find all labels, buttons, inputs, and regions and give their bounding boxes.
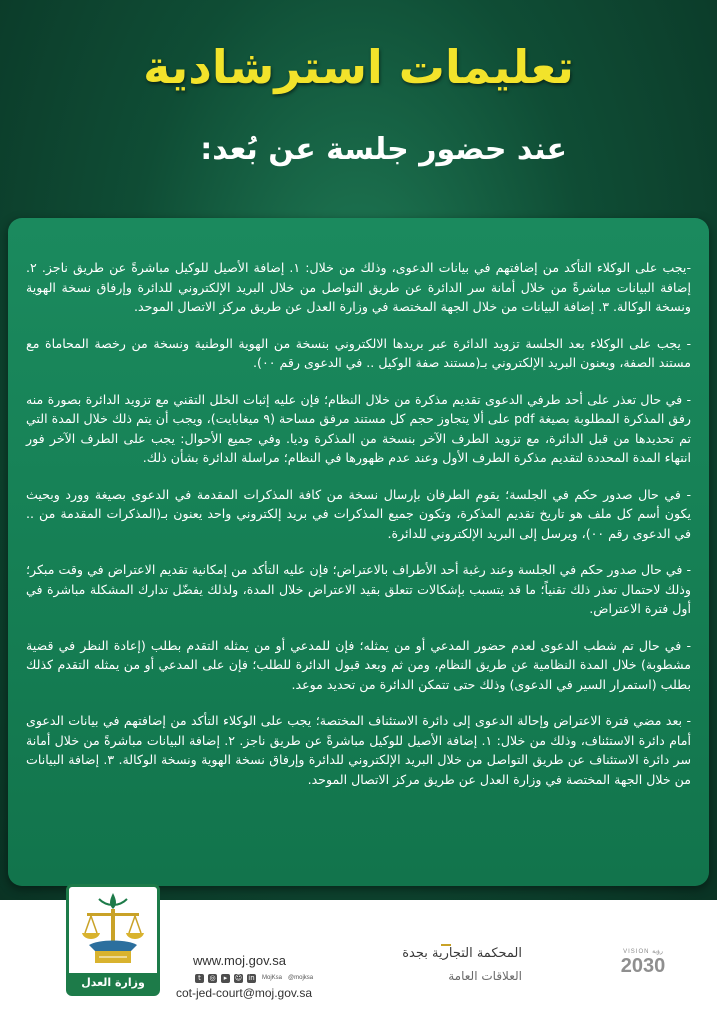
snapchat-icon[interactable]: ☺ (234, 973, 243, 982)
instructions-card (8, 218, 709, 886)
page-title: تعليمات استرشادية (143, 40, 574, 94)
court-block (332, 946, 522, 983)
social-icons (195, 972, 313, 984)
social-handle: MojKsa (262, 975, 283, 981)
vision-year: 2030 (620, 955, 666, 977)
scales-emblem-icon (69, 887, 157, 973)
instruction-paragraph: - بعد مضي فترة الاعتراض وإحالة الدعوى إلى دائرة الاستئناف المختصة؛ يجب على الوكلاء التأكد من إضافتهم في بيانات الدعوى أمام دائرة الاستئناف، وذلك من خلال: ١. إضافة الأصيل للوكيل مباشرةً عن طريق ناجز. ٢. إضافة البيانات مباشرةً من خلال أمانة سر دائرة الاستئناف عن طريق التواصل من خلال البريد الإلكتروني للدائرة وإرفاق نسخة الهوية ونسخة الوكالة. ٣. إضافة البيانات من خلال الجهة المختصة في وزارة العدل عن طريق مركز الاتصال الموحد. (26, 713, 691, 787)
website-link[interactable]: www.moj.gov.sa (193, 953, 286, 968)
logo-label: وزارة العدل (69, 973, 157, 993)
linkedin-icon[interactable]: in (248, 973, 255, 982)
court-name: المحكمة التجارية بجدة (402, 946, 522, 961)
ministry-logo (66, 884, 160, 996)
youtube-icon[interactable]: ▸ (221, 974, 230, 983)
instruction-paragraph: -يجب على الوكلاء التأكد من إضافتهم في بيانات الدعوى، وذلك من خلال: ١. إضافة الأصيل للوكيل مباشرةً عن طريق ناجز. ٢. إضافة البيانات مباشرةً من خلال أمانة سر الدائرة عن طريق التواصل من خلال البريد الإلكتروني للدائرة وإرفاق نسخة الهوية ونسخة الوكالة. ٣. إضافة البيانات من خلال الجهة المختصة في وزارة العدل عن طريق مركز الاتصال الموحد. (26, 260, 691, 314)
instruction-paragraph: - في حال صدور حكم في الجلسة؛ يقوم الطرفان بإرسال نسخة من كافة المذكرات المقدمة في الدعوى بصيغة وورد وبحيث يكون أسم كل ملف هو تاريخ تقديم المذكرة، وتكون جميع المذكرات في بريد إلكتروني واحد يعنون بـ(المذكرات المقدمة من .. في الدعوى رقم ٠٠)، ويرسل إلى البريد الإلكتروني للدائرة. (26, 486, 691, 541)
email-link[interactable]: cot-jed-court@moj.gov.sa (176, 986, 313, 1000)
court-department: العلاقات العامة (448, 969, 522, 983)
instruction-paragraph: - يجب على الوكلاء بعد الجلسة تزويد الدائرة عبر بريدها الالكتروني بنسخة من الهوية الوطنية ونسخة من رخصة المحاماة مع مستند الصفة، ويعنون البريد الإلكتروني بـ(مستند صفة الوكيل .. في الدعوى رقم ٠٠). (26, 335, 691, 370)
social-handle: @mojksa (288, 975, 314, 981)
instruction-paragraph: - في حال تعذر على أحد طرفي الدعوى تقديم مذكرة من خلال النظام؛ فإن عليه إثبات الخلل التقني مع تزويد الدائرة بصورة منه رفق المذكرة المطلوبة بصيغة pdf على ألا يتجاوز حجم كل مستند مرفق مساحة (٩ ميغابايت)، ويجب أن يتم ذلك خلال المدة التي تم تحديدها من قبل الدائرة، مع تزويد الطرف الآخر بنسخة من المذكرة وديا. وفي جميع الأحوال: يجب على الطرف الآخر فور انتهاء المدة المحددة لتقديم مذكرة الطرف الأول وعند عدم ظهورها في النظام؛ مراسلة الدائرة بشأن ذلك. (26, 391, 691, 465)
instruction-paragraph: - في حال صدور حكم في الجلسة وعند رغبة أحد الأطراف بالاعتراض؛ فإن عليه التأكد من إمكانية تقديم الاعتراض في وقت مبكر؛ وذلك لاحتمال تعذر ذلك تقنياً؛ ما قد يتسبب بإشكالات تتعلق بقيد الاعتراض خلال المدة، ولذلك يفضّل تدارك المشكلة مباشرة في أول فترة الاعتراض. (26, 562, 691, 616)
vision-2030-logo (612, 948, 674, 984)
page-subtitle: عند حضور جلسة عن بُعد: (200, 132, 567, 167)
instagram-icon[interactable]: ◎ (209, 973, 216, 982)
twitter-icon[interactable]: t (195, 974, 204, 983)
instruction-paragraph: - في حال تم شطب الدعوى لعدم حضور المدعي أو من يمثله؛ فإن للمدعي أو من يمثله التقدم بطلب (إعادة النظر في قضية مشطوبة) خلال المدة النظامية عن طريق النظام، ومن ثم وبعد قبول الدائرة للطلب؛ فإن على المدعي أو من يمثله التقدم كذلك بطلب (استمرار السير في الدعوى) وذلك حتى تتمكن الدائرة من تحديد موعد. (26, 637, 691, 692)
instructions-list (26, 258, 691, 806)
vision-label: VISION رؤية (623, 949, 663, 955)
